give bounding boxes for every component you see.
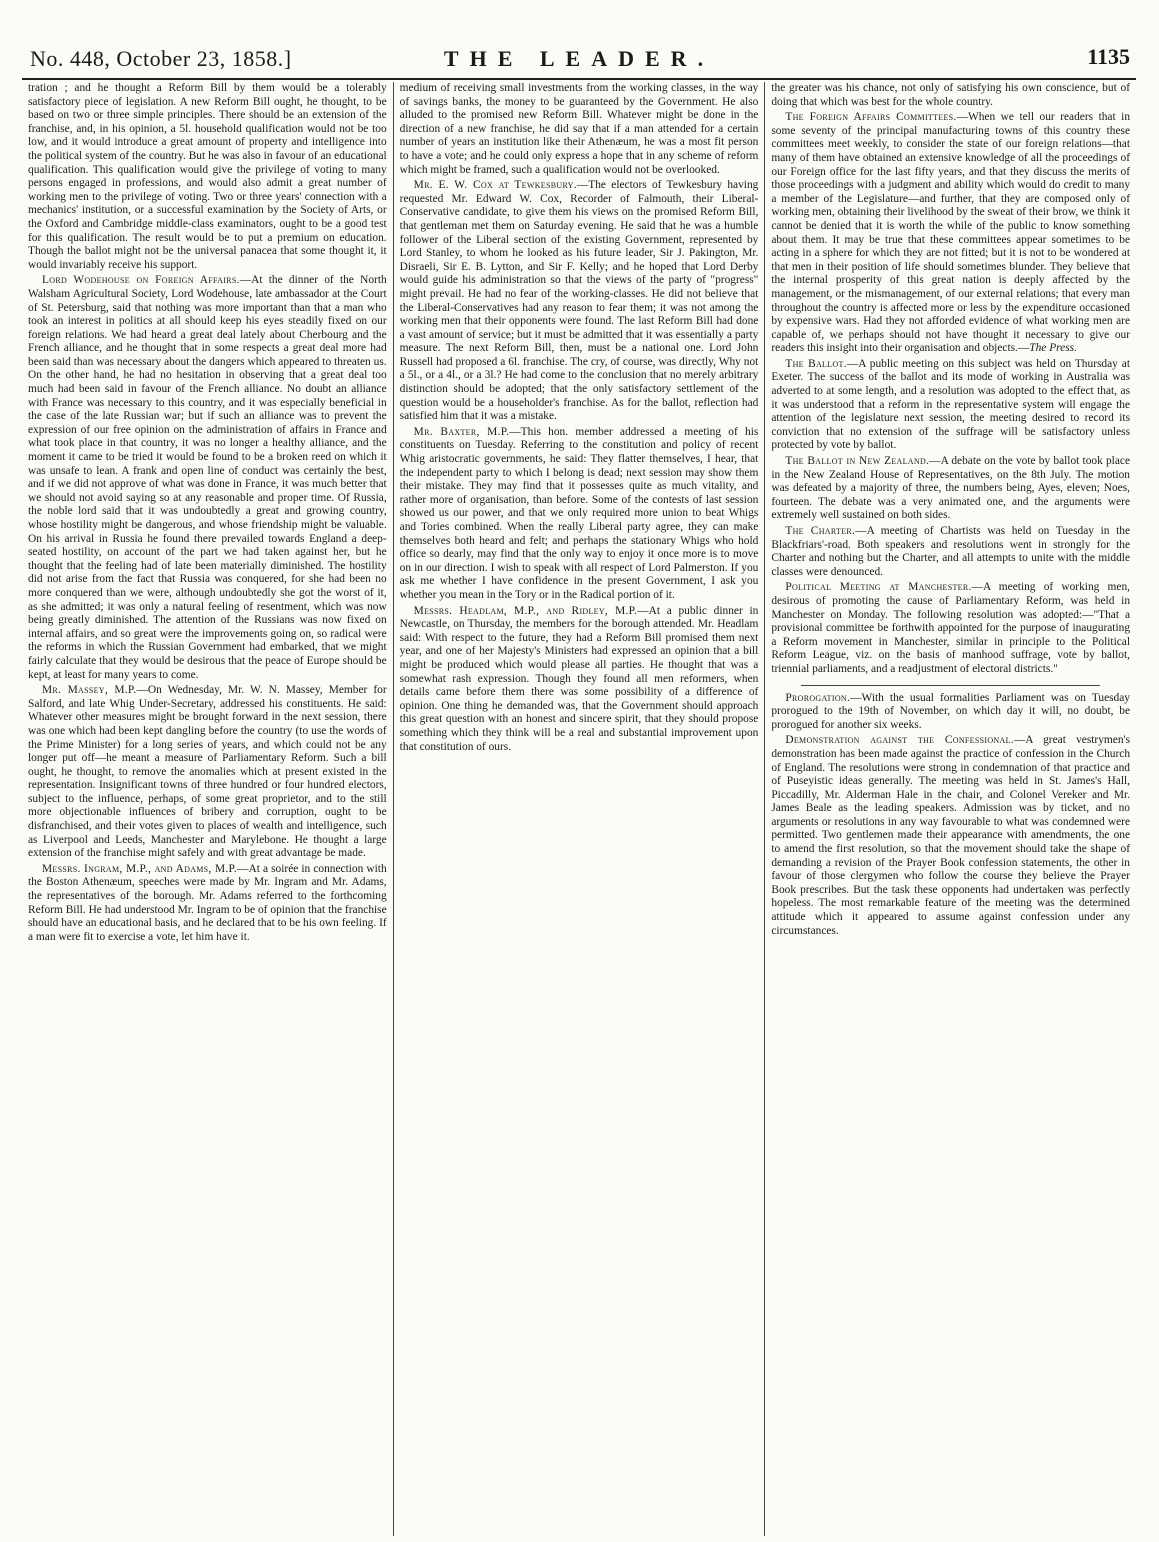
paragraph-lead: The Ballot in New Zealand.: [785, 455, 930, 468]
paragraph-text: —At a soirée in connection with the Boston Athenæum, speeches were made by Mr. Ingram and Mr. Adams, the representatives of the borough. Mr. Adams referred to the forthcoming Reform Bill. He had understood Mr. Ingram to be of opinion that the franchise should have an educational basis, and he declared that to be his own feeling. If a man were fit to exercise a vote, let him have it.: [28, 862, 387, 943]
paragraph-text: medium of receiving small investments from the working classes, in the way of savings banks, the money to be guaranteed by the Government. He also alluded to the promised new Reform Bill. Whatever might be done in the direction of a new franchise, he did say that if a man attended for a certain number of years an institution like their Athenæum, he was a most fit person to have a vote; and he could only express a hope that in any scheme of reform which might be framed, such a qualification would not be overlooked.: [399, 82, 759, 176]
paragraph-source: The Press.: [1029, 342, 1077, 355]
paragraph-lead: Mr. Baxter, M.P.: [413, 425, 510, 438]
paragraph-lead: Prorogation.: [785, 691, 851, 704]
paragraph-text: —A meeting of working men, desirous of promoting the cause of Parliamentary Reform, was held in Manchester on Monday. The following resolution was adopted:—"That a provisional committee be forthwith appointed for the purpose of inaugurating a Reform movement in Manchester, similar in principle to the Political Reform League, viz. on the basis of manhood suffrage, vote by ballot, triennial parliaments, and a readjustment of electoral districts.": [771, 581, 1131, 675]
paragraph-text: —A great vestrymen's demonstration has been made against the practice of confession in the Church of England. The resolutions were strong in condemnation of that practice and of Puseyistic ideas generally. The meeting was held in St. James's Hall, Piccadilly, Mr. Alderman Hale in the chair, and Colonel Vereker and Mr. James Beale as the leading speakers. Admission was by ticket, and no arguments or resolutions in any way favourable to what was condemned were permitted. Two gentlemen made their appearance with amendments, the one to amend the first resolution, so that the movement should take the shape of demanding a revision of the Prayer Book confession statements, the other in favour of those clergymen who follow the course they believe the Prayer Book prescribes. But the task these opponents had undertaken was perfectly hopeless. The most remarkable feature of the meeting was the determined attitude which it appeared to assume against confession under any circumstances.: [771, 734, 1131, 937]
paragraph-lead: Messrs. Headlam, M.P., and Ridley, M.P.: [413, 604, 638, 617]
paragraph: [771, 581, 1130, 676]
paragraph-text: —At the dinner of the North Walsham Agricultural Society, Lord Wodehouse, late ambassador at the Court of St. Petersburg, said that nothing was more important than that a man who took an interest in politics at all should keep his eyes steadily fixed on our foreign relations. We had heard a great deal lately about Cherbourg and the French alliance, and he thought that in some respects a great deal more had been said than was necessary about the dangers which appeared to threaten us. On the other hand, he had no hesitation in observing that a great deal too much had been said in favour of the French alliance. No doubt an alliance with France was necessary to this country, and it was especially beneficial in the case of the late Russian war; but if such an alliance was to prevent the expression of our free opinion on the administration of affairs in France and what took place in that country, it was no longer a healthy alliance, and the moment it came to be tried it would be found to be a broken reed on which it was unsafe to lean. A frank and open line of conduct was certainly the best, and if we did not approve of what was done in France, it was much better that we should not avoid saying so at any reasonable and proper time. Of Russia, the noble lord said that it was undoubtedly a great and growing country, whose hostility might be dangerous, and whose friendship might be valuable. On his arrival in Russia he found there prevailed towards England a deep-seated hostility, on account of the part we had taken against her, but he thought that the feeling had of late been materially diminished. The hostility did not arise from the fact that Russia was conquered, for she had been no more conquered than we were, although undoubtedly she got the worst of it, as she admitted; it was only a natural feeling of resentment, which was now being greatly diminished. The attention of the Russians was now fixed on internal affairs, and so great were the improvements going on, so radical were the reforms in which the Russian Government had embarked, that we might fairly calculate that they would be desirous that the peace of Europe should be kept, at least for many years to come.: [28, 274, 387, 681]
paragraph-lead: Demonstration against the Confessional.: [785, 734, 1014, 747]
paragraph-lead: Lord Wodehouse on Foreign Affairs.: [42, 274, 240, 287]
paragraph-lead: Mr. E. W. Cox at Tewkesbury.: [413, 179, 577, 192]
paragraph-lead: Mr. Massey, M.P.: [42, 684, 137, 697]
page-number: 1135: [1087, 44, 1130, 69]
masthead: [22, 0, 1136, 78]
column-2: [393, 82, 765, 1536]
paragraph-text: —This hon. member addressed a meeting of his constituents on Tuesday. Referring to the constitution and policy of recent Whig aristocratic governments, he said: They flatter themselves, I hear, that the independent party to which I belong is dead; next session may show them their mistake. They may find that it possesses quite as much vitality, and rather more of organisation, than before. Some of the contests of last session showed us our power, and that we only required more union to beat Whigs and Tories combined. When the really Liberal party agree, they can make themselves both heard and felt; and perhaps the stationary Whigs who hold office so dearly, may find that the only way to enjoy it once more is to move on in our direction. I wish to speak with all respect of Lord Palmerston. If you ask me whether I have confidence in the present Government, I ask you whether you mean in the Tory or in the Radical portion of it.: [399, 425, 759, 601]
paragraph: [400, 82, 759, 177]
paragraph-lead: The Foreign Affairs Committees.: [785, 111, 957, 124]
paragraph: [771, 455, 1130, 523]
paragraph-text: —With the usual formalities Parliament was on Tuesday prorogued to the 19th of November, on which day it will, no doubt, be prorogued for another six weeks.: [771, 691, 1131, 731]
paragraph-lead: The Charter.: [785, 525, 856, 537]
paragraph: [28, 82, 387, 272]
paragraph-text: —A debate on the vote by ballot took place in the New Zealand House of Representatives, on the 8th July. The motion was defeated by a majority of three, the numbers being, Ayes, eleven; Noes, fourteen. The debate was a very animated one, and the arguments were extremely well sustained on both sides.: [771, 455, 1131, 522]
paragraph-lead: Political Meeting at Manchester.: [785, 581, 972, 594]
paragraph: [771, 82, 1130, 109]
paragraph-lead: Messrs. Ingram, M.P., and Adams, M.P.: [42, 862, 238, 875]
paragraph: The Foreign Affairs Committees.—When we tell our readers that in some seventy of the principal manufacturing towns of this country these committees meet weekly, to consider the state of our foreign relations—that many of them have obtained an extensive knowledge of all the proceedings of our Foreign office for the last fifty years, and that they discuss the merits of those proceedings with a judgment and ability which would do credit to many a member of the Legislature—and further, that they are composed only of working men, obtaining their livelihood by the sweat of their brow, we think it cannot be denied that it is worth the while of the public to know something about them. It may be true that these committees appear sometimes to be acting in a sphere for which they are not fitted; but it is not to be wondered at that men in their position of life should sometimes blunder. They believe that the internal prosperity of this great nation is deeply affected by the management, or the mismanagement, of our external relations; that every man throughout the country is affected more or less by the expenditure occasioned by expensive wars. Had they not afforded evidence of what working men are capable of, we perhaps should not have thought it necessary to give our readers this insight into their organisation and objects.—The Press.: [771, 111, 1131, 355]
paragraph: [771, 692, 1130, 733]
column-1: [22, 82, 393, 1536]
paragraph: [400, 605, 759, 755]
paragraph: [400, 179, 759, 424]
paragraph: [28, 274, 387, 682]
paragraph-text: —On Wednesday, Mr. W. N. Massey, Member for Salford, and late Whig Under-Secretary, addressed his constituents. He said: Whatever other measures might be brought forward in the next session, there was one which had been kept dangling before the country (to use the words of the Prime Minister) for a long series of years, and which could not be any longer put off—he meant a measure of Parliamentary Reform. Such a bill ought, he thought, to remove the anomalies which at present existed in the representation. Insignificant towns of three hundred or four hundred electors, subject to the influence, perhaps, of some great proprietor, and to the still more objectionable influences of bribery and corruption, ought to be disfranchised, and their votes given to places of wealth and intelligence, such as Liverpool and Leeds, Manchester and Marylebone. He thought a large extension of the franchise might safely and with great advantage be made.: [28, 684, 387, 860]
paragraph-lead: The Ballot.: [785, 357, 847, 370]
paragraph: [771, 358, 1130, 453]
paragraph: [28, 684, 387, 861]
paragraph-text: the greater was his chance, not only of satisfying his own conscience, but of doing that which was best for the whole country.: [771, 82, 1131, 108]
paragraph: [400, 426, 759, 603]
article-columns: [22, 82, 1136, 1536]
column-3: [764, 82, 1136, 1536]
issue-date: No. 448, October 23, 1858.]: [30, 46, 292, 71]
paragraph: [771, 525, 1130, 579]
paragraph: [771, 734, 1130, 938]
paragraph-text: tration ; and he thought a Reform Bill by them would be a tolerably satisfactory piece of legislation. A new Reform Bill ought, he thought, to be based on two or three simple principles. There should be an extension of the franchise, and, in his opinion, a 5l. household qualification would not be too low, and it would introduce a great amount of property and intelligence into the political system of the country. But he was also in favour of an educational qualification. This qualification would give the privilege of voting to many persons engaged in professions, and would also admit a great number of working men to the privilege of voting. Two or three years' connection with a mechanics' institution, or a successful examination by the Society of Arts, or the Oxford and Cambridge middle-class examinators, ought to be a good test for this qualification. The result would be to put a premium on education. Though the ballot might not be the universal panacea that some thought it, it would invariably receive his support.: [28, 82, 387, 271]
header-rule: [22, 78, 1136, 80]
paragraph-text: —The electors of Tewkesbury having requested Mr. Edward W. Cox, Recorder of Falmouth, their Liberal-Conservative candidate, to give them his views on the promised Reform Bill, that gentleman met them on Saturday evening. He said that he was a humble follower of the Liberal section of the existing Government, represented by Lord Stanley, to whom he looked as his future leader, Sir J. Pakington, Mr. Disraeli, Sir E. B. Lytton, and Sir F. Kelly; and he hoped that Lord Derby would guide his administration so that the views of the party of "progress" might prevail. He had no fear of the working-classes. He did not believe that the Liberal-Conservatives had any reason to fear them; it was not among the working men that their opponents were found. The last Reform Bill had done a vast amount of service; but it must be admitted that it was essentially a party measure. The next Reform Bill, then, must be a national one. Lord John Russell had proposed a 6l. franchise. The cry, of course, was directly, Why not a 5l., or a 4l., or a 3l.? He had come to the conclusion that no merely arbitrary distinction should be adopted; that the only satisfactory settlement of the question would be a householder's franchise. As for the ballot, reflection had satisfied him that it was a mistake.: [399, 179, 759, 423]
paragraph-text: —A public meeting on this subject was held on Thursday at Exeter. The success of the ballot and its mode of working in Australia was adverted to at some length, and a resolution was adopted to the effect that, as it was understood that a reform in the representative system will engage the attention of the legislature next session, the meeting desired to record its conviction that no extension of the suffrage will be satisfactory unless protected by vote by ballot.: [771, 357, 1131, 452]
paragraph: [28, 863, 387, 945]
newspaper-title: THE LEADER.: [443, 46, 715, 71]
paragraph-text: —A meeting of Chartists was held on Tuesday in the Blackfriars'-road. Both speakers and resolutions went in strongly for the Charter and nothing but the Charter, and all attempts to unite with the middle classes were denounced.: [771, 525, 1131, 578]
paragraph-text: —At a public dinner in Newcastle, on Thursday, the members for the borough attended. Mr. Headlam said: With respect to the future, they had a Reform Bill promised them next year, and one of her Majesty's Ministers had expressed an opinion that a bill might be produced which would please all parties. He thought that was a somewhat rash expression. Though they found all men reformers, when details came before them there was some possibility of a difference of opinion. One thing he demanded was, that the Government should approach this great question with an honest and sincere spirit, that they should propose something which they think will be a real and substantial improvement upon that constitution of ours.: [399, 604, 759, 753]
paragraph-text: —When we tell our readers that in some seventy of the principal manufacturing towns of this country these committees meet weekly, to consider the state of our foreign relations—that many of them have obtained an extensive knowledge of all the proceedings of our Foreign office for the last fifty years, and that they discuss the merits of those proceedings with a judgment and ability which would do credit to many a member of the Legislature—and further, that they are composed only of working men, obtaining their livelihood by the sweat of their brow, we think it cannot be denied that it is worth the while of the public to know something about them. It may be true that these committees appear sometimes to be acting in a sphere for which they are not fitted; but it is not to be wondered at that men in their position of life should sometimes blunder. They believe that the internal prosperity of this great nation is deeply affected by the management, or the mismanagement, of our external relations; that every man throughout the country is affected more or less by the expenditure occasioned by expensive wars. Had they not afforded evidence of what working men are capable of, we perhaps should not have thought it necessary to give our readers this insight into their organisation and objects.: [771, 111, 1131, 355]
section-divider: [801, 685, 1100, 686]
